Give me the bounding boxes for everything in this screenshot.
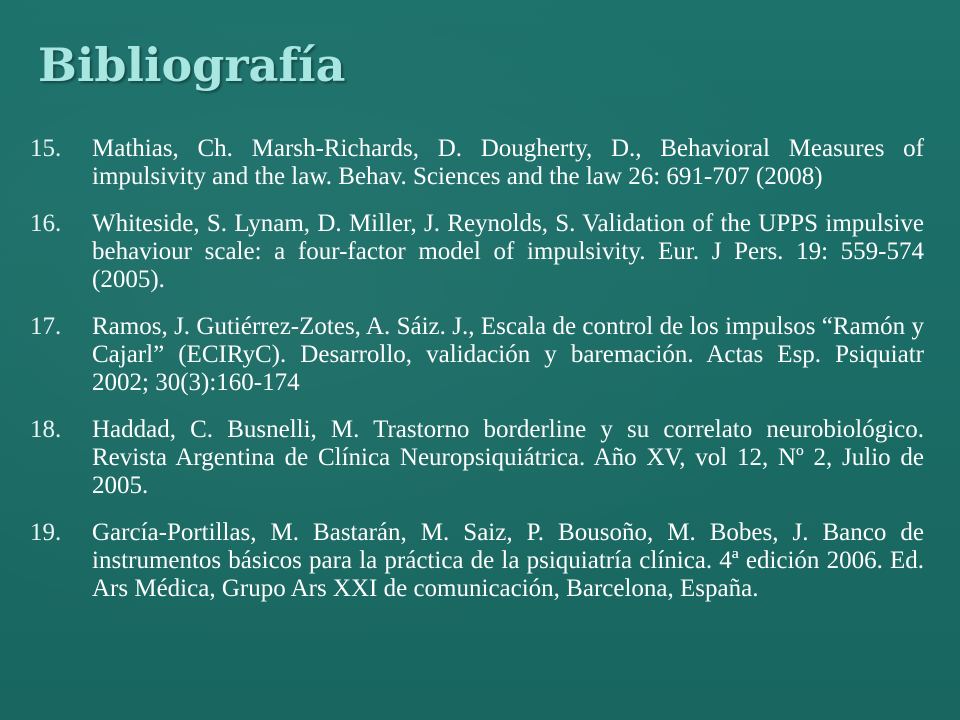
reference-text: Haddad, C. Busnelli, M. Trastorno borderline y su correlato neurobiológico. Revista Argentina de Clínica Neuropsiquiátrica. Año XV, vol 12, Nº 2, Julio de 2005. xyxy=(92,416,924,499)
reference-text: García-Portillas, M. Bastarán, M. Saiz, P. Bousoño, M. Bobes, J. Banco de instrumentos básicos para la práctica de la psiquiatría clínica. 4ª edición 2006. Ed. Ars Médica, Grupo Ars XXI de comunicación, Barcelona, España. xyxy=(92,519,924,602)
reference-text: Mathias, Ch. Marsh-Richards, D. Dougherty, D., Behavioral Measures of impulsivity and the law. Behav. Sciences and the law 26: 691-707 (2008) xyxy=(92,135,924,190)
reference-item xyxy=(30,416,924,500)
reference-item xyxy=(30,519,924,603)
reference-number: 19. xyxy=(30,519,62,546)
reference-text: Ramos, J. Gutiérrez-Zotes, A. Sáiz. J., Escala de control de los impulsos “Ramón y Cajarl” (ECIRyC). Desarrollo, validación y baremación. Actas Esp. Psiquiatr 2002; 30(3):160-174 xyxy=(92,313,924,396)
reference-item xyxy=(30,210,924,294)
reference-number: 17. xyxy=(30,313,62,340)
reference-number: 15. xyxy=(30,135,62,162)
reference-number: 16. xyxy=(30,210,62,237)
reference-item xyxy=(30,135,924,191)
reference-text: Whiteside, S. Lynam, D. Miller, J. Reynolds, S. Validation of the UPPS impulsive behaviour scale: a four-factor model of impulsivity. Eur. J Pers. 19: 559-574 (2005). xyxy=(92,210,924,293)
reference-item xyxy=(30,313,924,397)
reference-number: 18. xyxy=(30,416,62,443)
reference-list xyxy=(30,135,924,622)
slide-title: Bibliografía xyxy=(38,38,346,92)
